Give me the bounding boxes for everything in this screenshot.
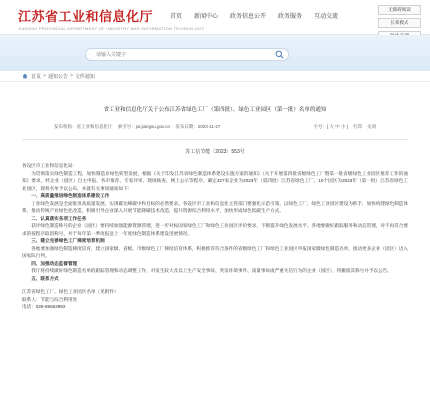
nav-item-interaction[interactable]: 互动交流 xyxy=(314,14,339,20)
contact-phone: 电话：025-69652992 xyxy=(22,304,66,309)
main-nav xyxy=(170,11,350,20)
divider xyxy=(22,139,408,140)
paragraph: 工业绿色发展是全面推进高质量发展、实现碳达峰碳中和目标的必然要求。各设区市工业和信息化主管部门要强化示范引领，以绿色工厂、绿色工业园区建设为抓手，加快构建绿色制造体系，推动传统产业绿色化改造，积极引导企业深入开展节能降碳技术改造，提升资源综合利用水平，加快形成绿色低碳生产方式。 xyxy=(22,200,408,213)
search-icon[interactable] xyxy=(275,50,284,59)
breadcrumb-separator: > xyxy=(43,73,46,79)
elder-mode-button[interactable]: 长辈模式 xyxy=(378,18,421,28)
section-heading: 四、加强动态监督管理 xyxy=(31,260,78,266)
section-heading: 一、高质量推进绿色制造体系建设工作 xyxy=(31,193,110,198)
nav-item-gov-info[interactable]: 政务信息公开 xyxy=(230,14,267,20)
site-title: 江苏省工业和信息化厅 xyxy=(18,9,154,24)
search-input[interactable] xyxy=(96,50,266,59)
close-button[interactable]: 关闭 xyxy=(367,124,376,129)
contact-person: 联系人：节能与综合利用处 xyxy=(22,296,78,302)
meta-index: 索引号：jxt.jiangsu.gov.cn xyxy=(117,124,170,129)
section-heading: 五、联系方式 xyxy=(31,275,59,281)
section-heading: 三、建立完善绿色工厂梯度培育机制 xyxy=(31,238,105,243)
breadcrumb-home[interactable]: 首页 xyxy=(31,73,42,80)
breadcrumb xyxy=(0,71,430,82)
font-size-control[interactable]: 字号：[ 大 中 小 ] xyxy=(313,124,348,129)
article-title: 省工业和信息化厅关于公布江苏省绿色工厂（第四批）、绿色工业园区（第一批）名单的通知 xyxy=(103,107,327,113)
accessibility-button[interactable]: 无障碍阅读 xyxy=(378,5,421,15)
attachment-note: 江苏省绿色工厂、绿色工业园区名单（见附件） xyxy=(22,289,119,294)
breadcrumb-notices[interactable]: 通知公告 xyxy=(47,73,68,80)
home-icon xyxy=(22,73,28,79)
search-banner xyxy=(0,35,430,71)
document-number: 苏工信节能〔2023〕553号 xyxy=(185,149,245,155)
article-contact xyxy=(22,288,408,311)
site-header xyxy=(0,0,430,35)
nav-item-news[interactable]: 新闻中心 xyxy=(194,14,219,20)
article-body xyxy=(22,162,408,282)
breadcrumb-documents[interactable]: 文件通知 xyxy=(74,73,95,80)
nav-item-home[interactable]: 首页 xyxy=(170,14,183,20)
article xyxy=(0,105,430,311)
meta-publisher: 发布机构：省工业和信息化厅 xyxy=(54,124,113,129)
paragraph: 获评绿色制造称号的企业（园区）要持续加强能源资源管理，进一步对标国家绿色工厂和绿色工业园区评价要求，不断提升绿色发展水平。各地要做好跟踪服务和动态管理，对不再符合要求的按程序取消称号，并于每年第一季度报送上一年度绿色制造体系建设进展情况。 xyxy=(22,223,408,236)
paragraph: 各地要加强绿色制造梯度培育，建立国家级、省级、市级绿色工厂梯度培育体系，积极推荐符合条件的省级绿色工厂和绿色工业园区申报国家级绿色制造名单，推动更多企业（园区）迈入国家队行列。 xyxy=(22,245,408,258)
paragraph: 为贯彻落实绿色制造工程，加快制造业绿色转型发展，根据《关于印发江苏省绿色制造体系建设实施方案的通知》《关于开展第四批省级绿色工厂暨第一批省级绿色工业园区推荐工作的通知》要求，经企业（园区）自主申报、各市推荐、专家评审、现场核查、网上公示等程序，确定427家企业为2023年（第四批）江苏省绿色工厂、10个园区为2023年（第一批）江苏省绿色工业园区，现将名单予以公布，并就有关事项通知如下： xyxy=(22,170,408,191)
article-meta xyxy=(54,124,376,130)
section-heading: 二、认真落实各项工作任务 xyxy=(31,215,87,221)
paragraph: 我厅将持续做好绿色制造名单的跟踪管理和动态调整工作，对发生较大及以上生产安全事故、突发环境事件、质量事故或严重失信行为的企业（园区），将撤销其称号并予以公告。 xyxy=(31,268,392,273)
paragraph: 各设区市工业和信息化局： xyxy=(22,163,78,168)
site-subtitle: JIANGSU PROVINCIAL DEPARTMENT OF INDUSTRY AND INFORMATION TECHNOLOGY xyxy=(18,26,205,31)
meta-date: 发布日期：2023-11-27 xyxy=(175,124,221,129)
nav-item-services[interactable]: 政务服务 xyxy=(278,14,303,20)
search-box xyxy=(85,48,289,61)
print-button[interactable]: 打印 xyxy=(353,124,362,129)
breadcrumb-separator: > xyxy=(69,73,73,79)
